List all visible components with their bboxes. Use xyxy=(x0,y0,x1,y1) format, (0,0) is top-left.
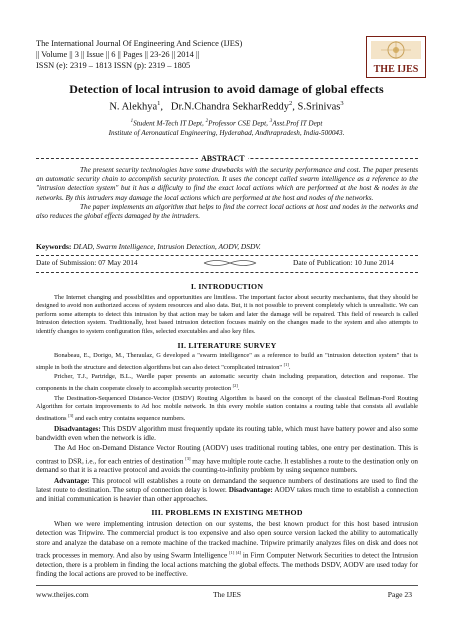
divider-ornament-icon xyxy=(202,257,258,269)
lit-p3-text: The Destination-Sequenced Distance-Vector (DSDV) Routing Algorithm is based on the concept of the classical Bellman-Ford Routing Algorithm for certain improvements to Ad hoc mobile network. In this every mobile station contains a routing table that consists all available destinations xyxy=(36,394,418,423)
affil-3: Asst.Prof IT Dept xyxy=(272,119,323,128)
citation-ref: [2] xyxy=(232,383,238,389)
affil-sup-3: 3 xyxy=(269,119,273,124)
affil-sup-1: 1 xyxy=(130,119,134,124)
abstract-body xyxy=(36,166,418,221)
citation-ref: [1] [4] xyxy=(229,549,241,555)
literature-paragraph-5 xyxy=(36,444,418,475)
submission-date: Date of Submission: 07 May 2014 xyxy=(36,258,141,267)
disadvantage-label: Disadvantage: xyxy=(228,485,273,494)
footer-website: www.theijes.com xyxy=(36,590,89,599)
problems-text-end: in Firm Computer Network Securities to detect the Intrusion detection, there is a problem in finding the local actions matching the global effects. The methods DSDV, AODV are used today for finding the local actions are proved to be ineffective. xyxy=(36,551,419,578)
disadvantages-text: This DSDV algorithm must frequently update its routing table, which must have battery power and also some bandwidth even when the network is idle. xyxy=(36,424,418,442)
section-problems-heading: III. PROBLEMS IN EXISTING METHOD xyxy=(151,508,303,518)
publication-date: Date of Publication: 10 June 2014 xyxy=(290,258,394,267)
problems-text: When we were implementing intrusion detection on our systems, the best known product for this host based intrusion detection was Tripwire. The commercial product is too expensive and also open source version lacked the ability to automatically store and analyze the database on a remote machine of the tracked machine. Tripwire primarily analyzes files on disk and does not track processes in memory. And also by using Swarm Intelligence xyxy=(36,520,418,560)
journal-logo-graphic xyxy=(367,37,425,77)
disadvantage-text: AODV takes much time to establish a connection and initial communication is heavier than other approaches. xyxy=(36,485,418,504)
abstract-heading: ABSTRACT xyxy=(198,154,248,163)
affiliations xyxy=(0,117,453,138)
lit-p5-text: The Ad Hoc on-Demand Distance Vector Routing (AODV) uses traditional routing tables, one entry per destination. This is contrast to DSR, i.e., for each entries of destination xyxy=(36,444,418,465)
keywords xyxy=(36,242,418,251)
footer-divider xyxy=(36,585,418,586)
author-2: Dr.N.Chandra SekharReddy xyxy=(170,101,290,113)
section-literature-heading: II. LITERATURE SURVEY xyxy=(177,340,277,350)
dates-rule-top xyxy=(36,255,418,256)
footer-page-number: Page 23 xyxy=(387,590,412,599)
advantage-label: Advantage: xyxy=(54,476,90,485)
abstract-paragraph-2: The paper implements an algorithm that helps to find the correct local actions at host and nodes in the networks and also reduces the global effects damaged by the intruders. xyxy=(36,202,418,221)
author-3: S.Srinivas xyxy=(297,101,341,113)
keywords-text: DLAD, Swarm Intelligence, Intrusion Detection, AODV, DSDV. xyxy=(73,242,261,251)
lit-p3-text-end: and each entry contains sequence numbers. xyxy=(75,415,186,423)
journal-issn: ISSN (e): 2319 – 1813 ISSN (p): 2319 – 1805 xyxy=(36,61,191,70)
dates-rule-bottom xyxy=(36,272,418,273)
literature-paragraph-3 xyxy=(36,395,418,424)
literature-paragraph-6 xyxy=(36,477,418,505)
literature-paragraph-4 xyxy=(36,425,418,444)
lit-p1-text: Bonabeau, E., Dorigo, M., Theraulaz, G developed a "swarm intelligence" as a reference to build an "intrusion detection system" that is simple in both the structure and detection algorithms but can also detect "complicated intrusion" xyxy=(36,352,418,371)
citation-ref: [1] xyxy=(283,361,289,367)
advantage-text: This protocol will establishes a route on demandand the sequence numbers of destinations are used to find the latest route to destination. The setup of connection delay is lower. xyxy=(36,476,418,494)
author-3-sup: 3 xyxy=(340,100,344,107)
lit-p5-text-end: may have multiple route cache. It establishes a route to the destination only on demand so that it is a reactive protocol and avoids the counting-to-infinity problem by using sequence numbers. xyxy=(36,456,419,475)
introduction-paragraph: The Internet changing and possibilities and opportunities are limitless. The important factor about security mechanisms, that they should be designed to avoid non authorized access of system resources and also data. But, it is not possible to prevent completely which is unrealistic. We can perform some attempts to detect this intrusion by that action may be taken and later the damage will be repaired. This field of research is called Intrusion detection system. Traditionally, host based intrusion detection focuses mainly on the changes made to the system and also attempts to identify changes to system configuration files, selected executables and also key files. xyxy=(36,293,418,335)
paper-body xyxy=(36,283,418,580)
lit-p2-text: Pricher, T.J., Partridge, B.L., Wardle paper presents an automatic security chain including preparation, detection and response. The components in the chain cooperate closely to accomplish security protection xyxy=(36,373,418,393)
disadvantages-label: Disadvantages: xyxy=(54,424,101,433)
section-introduction-heading: I. INTRODUCTION xyxy=(190,282,264,291)
literature-paragraph-1: Bonabeau, E., Dorigo, M., Theraulaz, G developed a "swarm intelligence" as a reference to build an "intrusion detection system" that is simple in both the structure and detection algorithms but can also detect "complicated intrusion" [1]. xyxy=(36,352,418,371)
journal-logo xyxy=(366,36,426,78)
logo-text: THE IJES xyxy=(373,64,419,75)
author-1-sup: 1 xyxy=(157,100,161,107)
paper-title: Detection of local intrusion to avoid damage of global effects xyxy=(69,82,384,96)
journal-header xyxy=(36,38,336,71)
abstract-paragraph-1: The present security technologies have some drawbacks with the security performance and cost. The paper presents an automatic security chain to accomplish security protection. It uses the concept called swarm intelligence as a reference to the "intrusion detection system" but it has a difficulty to find the exact local actions which are performed at the host & nodes in the networks. By this intruders may damage the local actions which are performed at the host and nodes of the networks. xyxy=(36,166,418,202)
affil-institute: Institute of Aeronautical Engineering, Hyderabad, Andhrapradesh, India-500043. xyxy=(108,128,345,137)
affil-1: Student M-Tech IT Dept, xyxy=(133,119,204,128)
affil-sup-2: 2 xyxy=(205,119,209,124)
literature-paragraph-2: Pricher, T.J., Partridge, B.L., Wardle paper presents an automatic security chain including preparation, detection and response. The components in the chain cooperate closely to accomplish security protection [2]. xyxy=(36,373,418,393)
journal-volume: || Volume || 3 || Issue || 6 || Pages || 23-26 || 2014 || xyxy=(36,50,200,59)
author-2-sup: 2 xyxy=(289,100,293,107)
citation-ref: [3] xyxy=(68,412,74,418)
citation-ref: [3] xyxy=(185,455,191,461)
author-list: N. Alekhya$^1$, Dr.N.Chandra SekharReddy$^2$, S.Srinivas$^3$ xyxy=(109,100,344,113)
affil-2: Professor CSE Dept, xyxy=(208,119,268,128)
footer-journal: The IJES xyxy=(212,590,242,599)
problems-paragraph xyxy=(36,520,418,579)
journal-name: The International Journal Of Engineering And Science (IJES) xyxy=(36,39,243,48)
author-1: N. Alekhya xyxy=(109,101,158,113)
keywords-label: Keywords: xyxy=(36,242,72,251)
